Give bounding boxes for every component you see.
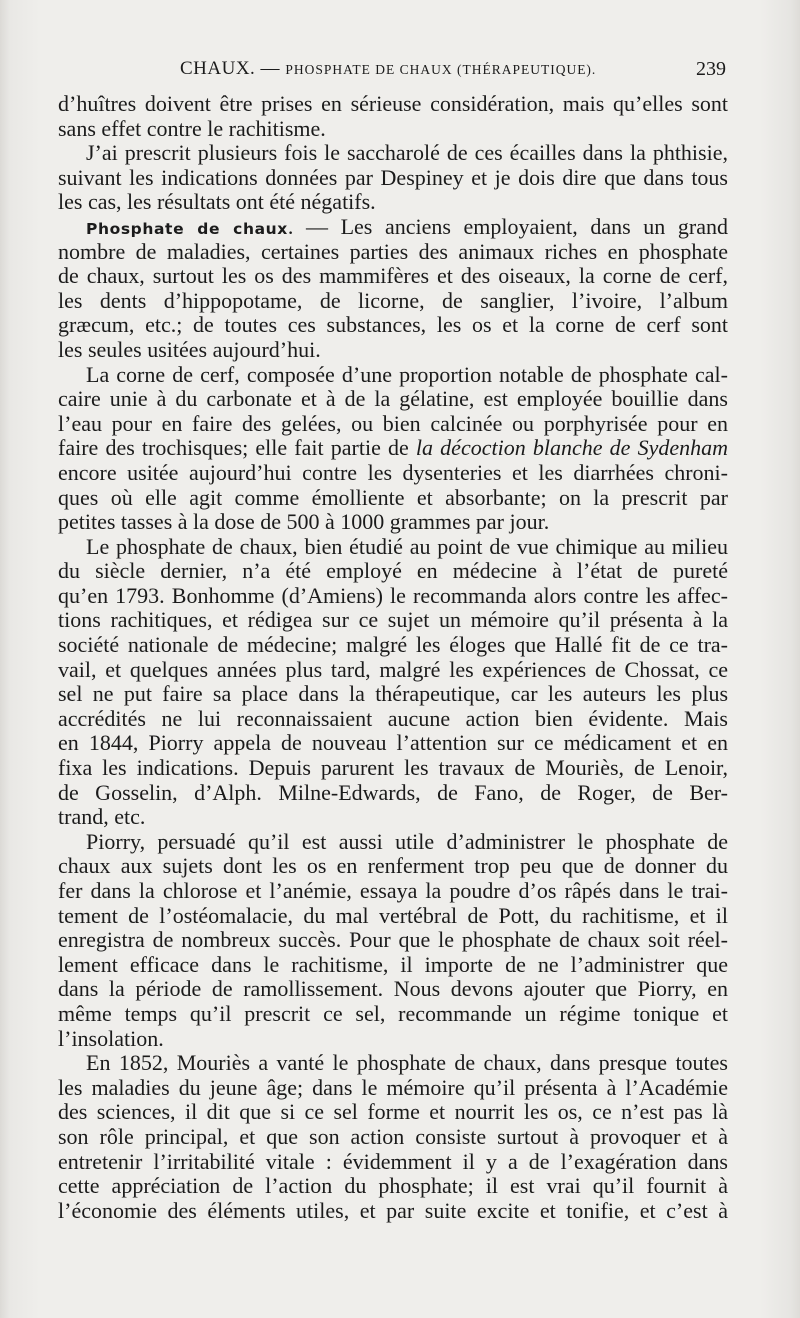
text-line: les cas, les résultats ont été négatifs. (58, 189, 376, 215)
text-line: les dents d’hippopotame, de licorne, de sanglier, l’ivoire, l’album (58, 287, 728, 313)
text-line-italic-title (58, 436, 728, 461)
text-line: sans effet contre le rachitisme. (58, 115, 326, 141)
section-heading: Phosphate de chaux (86, 219, 288, 238)
text-line-section-heading (58, 215, 728, 240)
text-line: encore usitée aujourd’hui contre les dysenteries et les diarrhées chroni- (58, 459, 728, 485)
italic-title: la décoction blanche de Sydenham (415, 435, 728, 461)
text-line: les maladies du jeune âge; dans le mémoire qu’il présenta à l’Académie (58, 1074, 728, 1100)
text-line: nombre de maladies, certaines parties des animaux riches en phosphate (58, 238, 728, 264)
text-line: tions rachitiques, et rédigea sur ce sujet un mémoire qu’il présenta à la (58, 607, 728, 633)
text-line: du siècle dernier, n’a été employé en médecine à l’état de pureté (58, 558, 728, 584)
text-line: même temps qu’il prescrit ce sel, recommande un régime tonique et (58, 1000, 728, 1026)
text-line: vail, et quelques années plus tard, malgré les expériences de Chossat, ce (58, 656, 728, 682)
text-line: l’économie des éléments utiles, et par suite excite et tonifie, et c’est à (58, 1197, 728, 1223)
text-line: son rôle principal, et que son action consiste surtout à provoquer et à (58, 1123, 728, 1149)
text-line: tement de l’ostéomalacie, du mal vertébral de Pott, du rachitisme, et il (58, 902, 728, 928)
text-line: des sciences, il dit que si ce sel forme et nourrit les os, ce n’est pas là (58, 1099, 728, 1125)
text-line: chaux aux sujets dont les os en renferment trop peu que de donner du (58, 853, 728, 879)
text-line: græcum, etc.; de toutes ces substances, les os et la corne de cerf sont (58, 312, 728, 338)
text-run: faire des trochisques; elle fait partie de (58, 435, 416, 461)
text-line: les seules usitées aujourd’hui. (58, 336, 321, 362)
text-line: trand, etc. (58, 804, 146, 830)
text-line: fixa les indications. Depuis parurent les travaux de Mouriès, de Lenoir, (58, 755, 728, 781)
page-number: 239 (696, 58, 726, 80)
text-line: de Gosselin, d’Alph. Milne-Edwards, de Fano, de Roger, de Ber- (58, 779, 728, 805)
text-line: petites tasses à la dose de 500 à 1000 grammes par jour. (58, 509, 550, 535)
text-line: Le phosphate de chaux, bien étudié au point de vue chimique au milieu (86, 533, 728, 559)
text-run: . — Les anciens employaient, dans un grand (287, 213, 728, 239)
text-line: J’ai prescrit plusieurs fois le saccharolé de ces écailles dans la phthisie, (86, 140, 728, 166)
text-line: fer dans la chlorose et l’anémie, essaya la poudre d’os râpés dans le trai- (58, 878, 728, 903)
text-line: suivant les indications données par Despiney et je dois dire que dans tous (58, 164, 728, 190)
text-line: cette appréciation de l’action du phosphate; il est vrai qu’il fournit à (58, 1173, 728, 1199)
text-line: enregistra de nombreux succès. Pour que le phosphate de chaux soit réel- (58, 927, 728, 953)
running-title-chapter: CHAUX. — (180, 58, 286, 79)
body-text (58, 92, 728, 1223)
text-line: accrédités ne lui reconnaissaient aucune action bien évidente. Mais (58, 705, 728, 731)
text-line: entretenir l’irritabilité vitale : évidemment il y a de l’exagération dans (58, 1148, 728, 1174)
text-line: d’huîtres doivent être prises en sérieuse considération, mais qu’elles sont (58, 91, 728, 116)
text-line: l’insolation. (58, 1025, 164, 1051)
text-line: en 1844, Piorry appela de nouveau l’attention sur ce médicament et en (58, 730, 728, 756)
text-line: Piorry, persuadé qu’il est aussi utile d’administrer le phosphate de (86, 828, 728, 854)
text-line: de chaux, surtout les os des mammifères et des oiseaux, la corne de cerf, (58, 263, 728, 289)
running-title (180, 58, 596, 80)
text-line: l’eau pour en faire des gelées, ou bien calcinée ou porphyrisée pour en (58, 410, 728, 436)
text-line: lement efficace dans le rachitisme, il importe de ne l’administrer que (58, 951, 728, 977)
running-title-section: PHOSPHATE DE CHAUX (THÉRAPEUTIQUE). (285, 62, 597, 77)
text-line: société nationale de médecine; malgré les éloges que Hallé fit de ce tra- (58, 632, 728, 658)
text-line: caire unie à du carbonate et à de la gélatine, est employée bouillie dans (58, 386, 728, 412)
text-line: En 1852, Mouriès a vanté le phosphate de chaux, dans presque toutes (86, 1050, 728, 1076)
page-header (58, 58, 730, 88)
text-line: ques où elle agit comme émolliente et absorbante; on la prescrit par (58, 484, 728, 510)
text-line: qu’en 1793. Bonhomme (d’Amiens) le recommanda alors contre les affec- (58, 582, 728, 608)
text-line: La corne de cerf, composée d’une proportion notable de phosphate cal- (86, 361, 728, 387)
text-line: dans la période de ramollissement. Nous devons ajouter que Piorry, en (58, 976, 728, 1002)
text-line: sel ne put faire sa place dans la thérapeutique, car les auteurs les plus (58, 681, 728, 707)
